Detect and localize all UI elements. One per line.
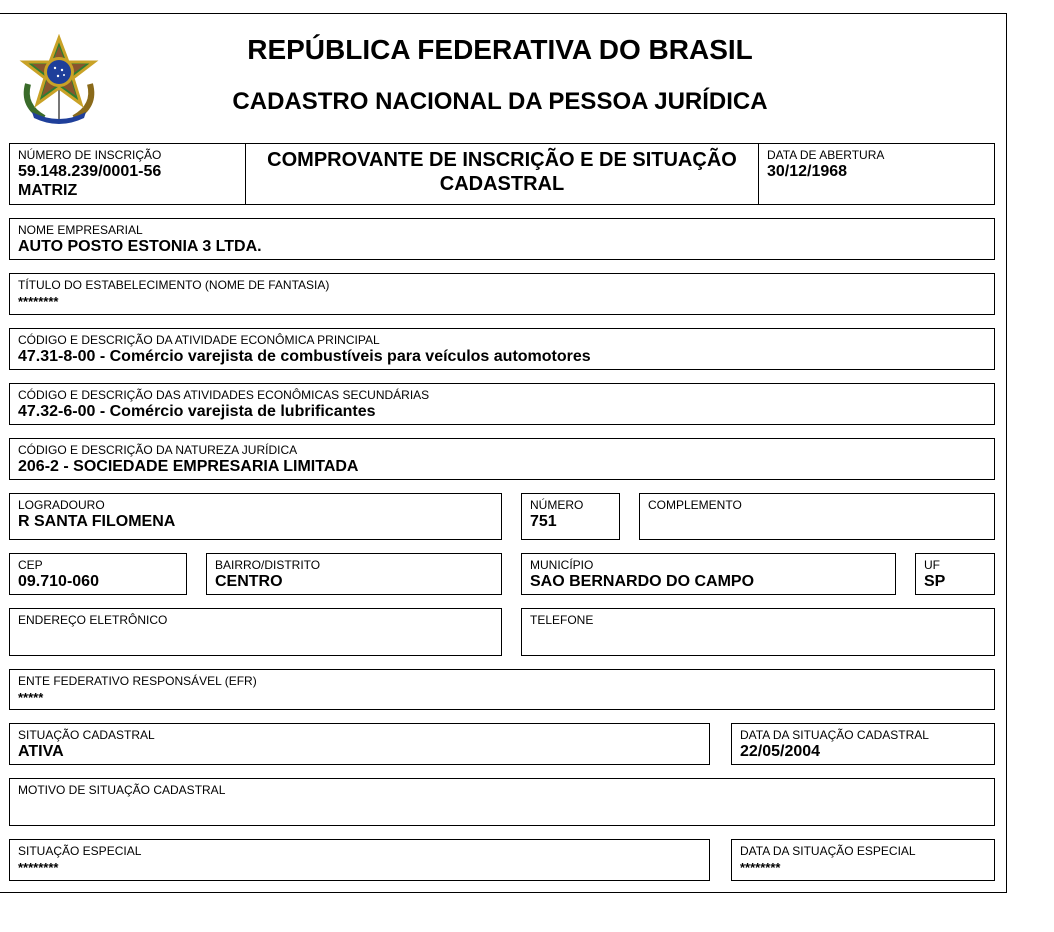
atividade-principal-box — [9, 328, 995, 370]
situacao-especial-label: SITUAÇÃO ESPECIAL — [18, 844, 142, 858]
bairro-label: BAIRRO/DISTRITO — [215, 558, 321, 572]
uf-box — [915, 553, 995, 595]
nome-empresarial-value: AUTO POSTO ESTONIA 3 LTDA. — [18, 238, 262, 255]
efr-box — [9, 669, 995, 710]
municipio-value: SAO BERNARDO DO CAMPO — [530, 573, 755, 590]
telefone-label: TELEFONE — [530, 613, 594, 627]
inscricao-box — [9, 143, 246, 205]
inscricao-type: MATRIZ — [18, 182, 78, 199]
comprovante-box — [245, 143, 759, 205]
nome-empresarial-box — [9, 218, 995, 260]
municipio-label: MUNICÍPIO — [530, 558, 594, 572]
inscricao-label: NÚMERO DE INSCRIÇÃO — [18, 148, 162, 162]
data-situacao-especial-label: DATA DA SITUAÇÃO ESPECIAL — [740, 844, 916, 858]
complemento-box — [639, 493, 995, 540]
brazil-coat-of-arms-icon — [18, 34, 100, 124]
atividades-secundarias-value: 47.32-6-00 - Comércio varejista de lubrificantes — [18, 403, 376, 420]
cep-box — [9, 553, 187, 595]
logradouro-value: R SANTA FILOMENA — [18, 513, 176, 530]
situacao-box — [9, 723, 710, 765]
municipio-box — [521, 553, 896, 595]
data-situacao-box — [731, 723, 995, 765]
data-situacao-especial-box — [731, 839, 995, 881]
motivo-label: MOTIVO DE SITUAÇÃO CADASTRAL — [18, 783, 226, 797]
cep-label: CEP — [18, 558, 43, 572]
titulo-box — [9, 273, 995, 315]
abertura-box — [758, 143, 995, 205]
natureza-juridica-box — [9, 438, 995, 480]
nome-empresarial-label: NOME EMPRESARIAL — [18, 223, 143, 237]
titulo-value: ******** — [18, 294, 59, 309]
atividade-principal-label: CÓDIGO E DESCRIÇÃO DA ATIVIDADE ECONÔMICA PRINCIPAL — [18, 333, 380, 347]
bairro-value: CENTRO — [215, 573, 283, 590]
uf-label: UF — [924, 558, 940, 572]
abertura-label: DATA DE ABERTURA — [767, 148, 885, 162]
atividade-principal-value: 47.31-8-00 - Comércio varejista de combustíveis para veículos automotores — [18, 348, 591, 365]
efr-label: ENTE FEDERATIVO RESPONSÁVEL (EFR) — [18, 674, 257, 688]
telefone-box — [521, 608, 995, 656]
comprovante-title-line2: CADASTRAL — [439, 173, 565, 195]
logradouro-box — [9, 493, 502, 540]
situacao-especial-box — [9, 839, 710, 881]
situacao-especial-value: ******** — [18, 860, 59, 875]
uf-value: SP — [924, 573, 946, 590]
atividades-secundarias-label: CÓDIGO E DESCRIÇÃO DAS ATIVIDADES ECONÔMICAS SECUNDÁRIAS — [18, 388, 430, 402]
inscricao-value: 59.148.239/0001-56 — [18, 163, 162, 180]
comprovante-title — [246, 148, 758, 196]
comprovante-title-line1: COMPROVANTE DE INSCRIÇÃO E DE SITUAÇÃO — [267, 149, 737, 171]
situacao-value: ATIVA — [18, 743, 64, 760]
page-subtitle: CADASTRO NACIONAL DA PESSOA JURÍDICA — [232, 88, 768, 115]
email-box — [9, 608, 502, 656]
data-situacao-especial-value: ******** — [740, 860, 781, 875]
titulo-label: TÍTULO DO ESTABELECIMENTO (NOME DE FANTASIA) — [18, 278, 330, 292]
numero-box — [521, 493, 620, 540]
data-situacao-value: 22/05/2004 — [740, 743, 821, 760]
natureza-juridica-label: CÓDIGO E DESCRIÇÃO DA NATUREZA JURÍDICA — [18, 443, 298, 457]
complemento-label: COMPLEMENTO — [648, 498, 742, 512]
abertura-value: 30/12/1968 — [767, 163, 848, 180]
data-situacao-label: DATA DA SITUAÇÃO CADASTRAL — [740, 728, 929, 742]
numero-value: 751 — [530, 513, 557, 530]
atividades-secundarias-box — [9, 383, 995, 425]
logradouro-label: LOGRADOURO — [18, 498, 105, 512]
natureza-juridica-value: 206-2 - SOCIEDADE EMPRESARIA LIMITADA — [18, 458, 359, 475]
numero-label: NÚMERO — [530, 498, 584, 512]
page-title: REPÚBLICA FEDERATIVA DO BRASIL — [247, 34, 753, 65]
cep-value: 09.710-060 — [18, 573, 99, 590]
email-label: ENDEREÇO ELETRÔNICO — [18, 613, 168, 627]
motivo-box — [9, 778, 995, 826]
situacao-label: SITUAÇÃO CADASTRAL — [18, 728, 155, 742]
bairro-box — [206, 553, 502, 595]
efr-value: ***** — [18, 690, 44, 705]
